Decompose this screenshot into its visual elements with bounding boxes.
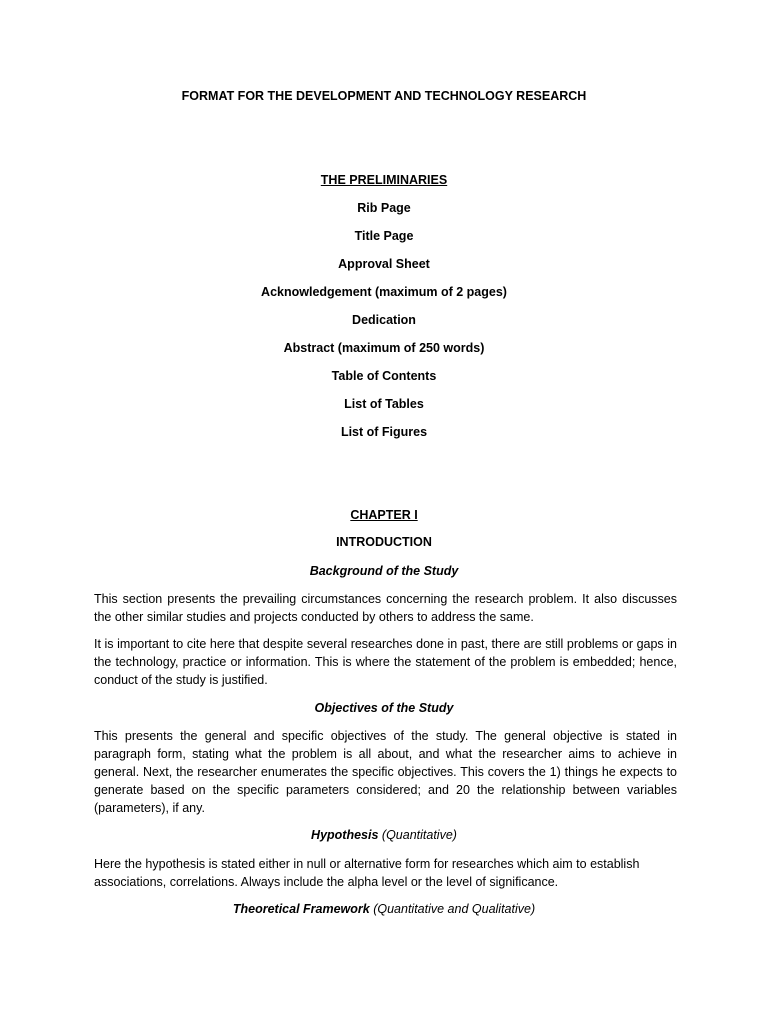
preliminaries-item: Approval Sheet: [338, 257, 430, 271]
chapter-title: INTRODUCTION: [336, 535, 432, 549]
preliminaries-item: Title Page: [354, 229, 414, 243]
hypothesis-qualifier: (Quantitative): [381, 828, 457, 842]
hypothesis-heading: Hypothesis: [311, 828, 379, 842]
preliminaries-item: List of Figures: [340, 425, 428, 439]
preliminaries-item: Acknowledgement (maximum of 2 pages): [261, 285, 507, 299]
preliminaries-item: Dedication: [352, 313, 416, 327]
chapter-label: CHAPTER I: [350, 508, 418, 522]
section-heading-objectives: Objectives of the Study: [314, 701, 454, 715]
section-heading-framework: [0, 901, 768, 917]
hypothesis-paragraph: Here the hypothesis is stated either in null or alternative form for researches which aim to establish associations, correlations. Always include the alpha level or the level of significance.: [94, 857, 640, 889]
section-heading-hypothesis: [0, 827, 768, 843]
background-paragraph-2: It is important to cite here that despite several researches done in past, there are still problems or gaps in the technology, practice or information. This is where the statement of the problem is embedded; hence, conduct of the study is justified.: [94, 637, 677, 687]
preliminaries-item: Rib Page: [357, 201, 411, 215]
document-title: FORMAT FOR THE DEVELOPMENT AND TECHNOLOGY RESEARCH: [181, 89, 587, 103]
preliminaries-item: Abstract (maximum of 250 words): [283, 341, 485, 355]
framework-heading: Theoretical Framework: [232, 902, 370, 916]
background-paragraph-1: This section presents the prevailing circumstances concerning the research problem. It also discusses the other similar studies and projects conducted by others to address the same.: [94, 592, 677, 624]
section-heading-background: Background of the Study: [309, 564, 459, 578]
preliminaries-item: List of Tables: [344, 397, 424, 411]
objectives-paragraph: This presents the general and specific objectives of the study. The general objective is stated in paragraph form, stating what the problem is all about, and what the researcher aims to achieve in general. Next, the researcher enumerates the specific objectives. This covers the 1) things he expects to generate based on the specific parameters considered; and 20 the relationship between variables (parameters), if any.: [94, 729, 677, 815]
framework-qualifier: (Quantitative and Qualitative): [373, 902, 536, 916]
preliminaries-heading: THE PRELIMINARIES: [320, 173, 448, 187]
preliminaries-item: Table of Contents: [331, 369, 437, 383]
